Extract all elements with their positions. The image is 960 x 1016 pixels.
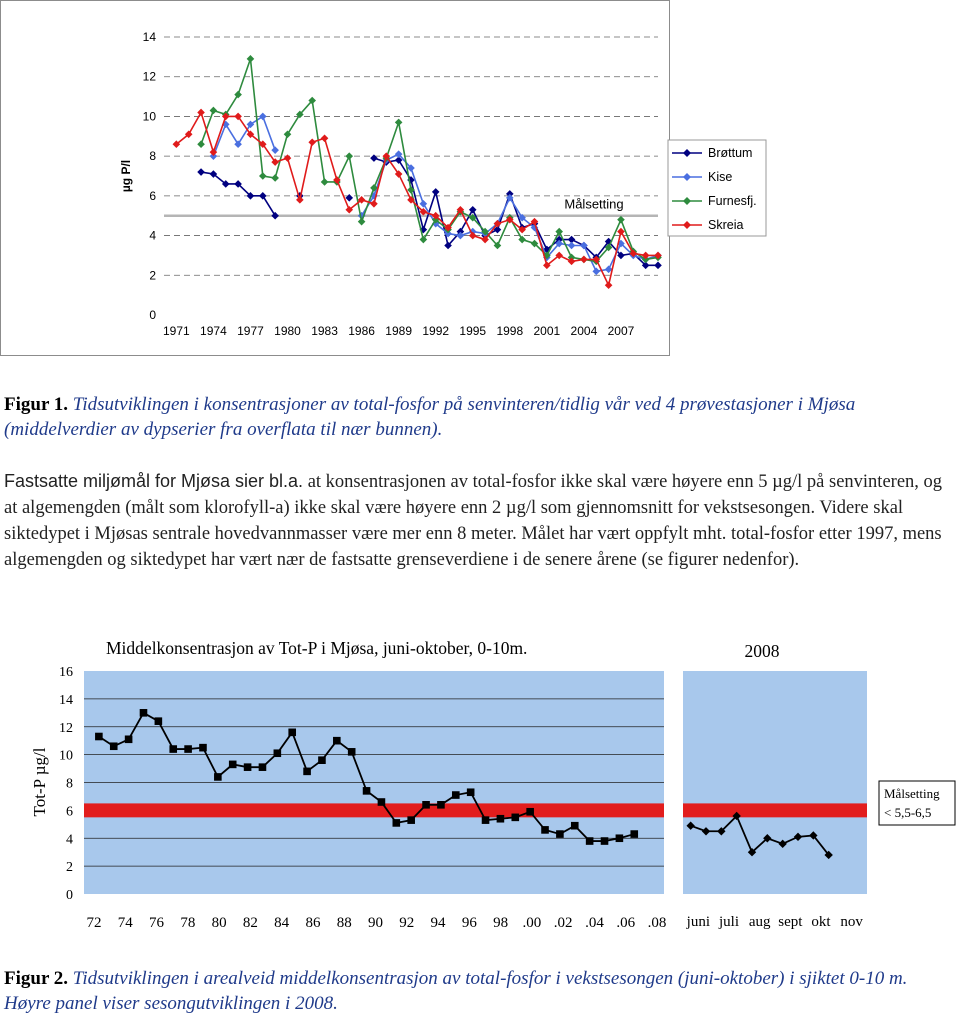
target-box — [879, 781, 955, 825]
data-point — [601, 837, 609, 845]
x-tick-label: .04 — [585, 915, 604, 931]
x-tick-label: 84 — [274, 915, 290, 931]
data-point — [616, 834, 624, 842]
data-point — [571, 822, 579, 830]
panel-title: 2008 — [744, 641, 780, 661]
target-box-line1: Målsetting — [884, 786, 940, 801]
figure1-caption-text: Tidsutviklingen i konsentrasjoner av total-fosfor på senvinteren/tidlig vår ved 4 prøvestasjoner i Mjøsa (middelverdier av dypserier fra overflata til nær bunnen). — [4, 394, 856, 440]
y-tick-label: 10 — [142, 109, 156, 124]
panel-x-label: okt — [811, 914, 831, 930]
data-point — [407, 816, 415, 824]
data-point — [586, 837, 594, 845]
x-tick-label: .06 — [616, 915, 636, 931]
data-point — [437, 801, 445, 809]
data-point — [422, 801, 430, 809]
data-point — [482, 816, 490, 824]
data-point — [630, 830, 638, 838]
x-tick-label: 2007 — [607, 324, 635, 338]
data-point — [229, 761, 237, 769]
data-point — [199, 744, 207, 752]
data-point — [140, 709, 148, 717]
panel-background — [683, 671, 867, 894]
panel-x-label: aug — [748, 914, 771, 930]
data-point — [541, 826, 549, 834]
data-point — [155, 717, 163, 725]
y-tick-label: 6 — [149, 188, 156, 203]
panel-target-band — [683, 803, 867, 817]
y-tick-label: 12 — [59, 720, 73, 736]
data-point — [288, 729, 296, 737]
figure2-caption-label: Figur 2. — [4, 968, 69, 989]
x-tick-label: 1971 — [162, 324, 190, 338]
y-tick-label: 4 — [149, 228, 156, 243]
x-tick-label: .02 — [553, 915, 573, 931]
y-tick-label: 8 — [149, 149, 156, 164]
data-point — [318, 756, 326, 764]
y-tick-label: 8 — [66, 776, 73, 792]
data-point — [467, 788, 475, 796]
data-point — [95, 733, 103, 741]
figure2-caption-text: Tidsutviklingen i arealveid middelkonsentrasjon av total-fosfor i vekstsesongen (juni-oktober) i sjiktet 0-10 m. Høyre panel viser sesongutviklingen i 2008. — [4, 968, 908, 1014]
data-point — [348, 748, 356, 756]
x-tick-label: 1989 — [385, 324, 413, 338]
panel-x-label: nov — [840, 914, 863, 930]
data-point — [169, 745, 177, 753]
x-tick-label: 1986 — [348, 324, 375, 338]
x-tick-label: 1995 — [459, 324, 487, 338]
x-tick-label: 2001 — [533, 324, 561, 338]
y-tick-label: 6 — [66, 804, 73, 820]
y-axis-label: µg P/l — [119, 159, 133, 193]
y-tick-label: 2 — [149, 268, 156, 283]
x-tick-label: 96 — [461, 915, 477, 931]
y-tick-label: 14 — [59, 692, 73, 708]
x-tick-label: 88 — [336, 915, 352, 931]
target-label: Målsetting — [564, 196, 624, 212]
target-box-line2: < 5,5-6,5 — [884, 805, 932, 820]
data-point — [110, 742, 118, 750]
x-tick-label: 1983 — [311, 324, 338, 338]
y-tick-label: 0 — [66, 888, 73, 903]
x-tick-label: 82 — [242, 915, 258, 931]
target-band — [84, 803, 664, 817]
x-tick-label: 1980 — [274, 324, 301, 338]
data-point — [259, 763, 267, 771]
data-point — [363, 787, 371, 795]
x-tick-label: 74 — [117, 915, 133, 931]
x-tick-label: .00 — [522, 915, 542, 931]
data-point — [125, 735, 133, 743]
legend-label: Furnesfj. — [708, 194, 757, 208]
y-tick-label: 0 — [149, 308, 156, 322]
panel-x-label: sept — [778, 914, 803, 930]
x-tick-label: 1998 — [496, 324, 524, 338]
data-point — [452, 791, 460, 799]
x-tick-label: 80 — [211, 915, 227, 931]
body-lead: Fastsatte miljømål for Mjøsa sier bl.a. — [4, 471, 304, 491]
x-tick-label: 1992 — [422, 324, 450, 338]
x-tick-label: 2004 — [570, 324, 598, 338]
data-point — [526, 808, 534, 816]
x-tick-label: 1974 — [200, 324, 227, 338]
legend-label: Skreia — [708, 218, 744, 232]
x-tick-label: 94 — [430, 915, 446, 931]
y-tick-label: 16 — [59, 665, 73, 680]
y-tick-label: 12 — [142, 69, 156, 84]
legend-label: Brøttum — [708, 146, 753, 160]
data-point — [274, 749, 282, 757]
x-tick-label: 1977 — [237, 324, 264, 338]
data-point — [333, 737, 341, 745]
panel-x-label: juni — [686, 914, 711, 930]
x-tick-label: 90 — [368, 915, 383, 931]
data-point — [214, 773, 222, 781]
y-tick-label: 10 — [59, 748, 73, 764]
x-tick-label: 98 — [493, 915, 509, 931]
figure2-caption — [4, 966, 954, 1016]
y-tick-label: 2 — [66, 860, 73, 876]
data-point — [497, 815, 505, 823]
figure1-caption-label: Figur 1. — [4, 394, 69, 415]
x-tick-label: 86 — [305, 915, 321, 931]
panel-x-label: juli — [718, 914, 740, 930]
y-axis-label: Tot-P µg/l — [30, 747, 49, 817]
x-tick-label: 78 — [180, 915, 196, 931]
data-point — [244, 763, 252, 771]
data-point — [556, 830, 564, 838]
body-text: at konsentrasjonen av total-fosfor ikke skal være høyere enn 5 µg/l på senvinteren, og at algemengden (målt som klorofyll-a) ikke skal være høyere enn 2 µg/l som gjennomsnitt for vekstsesongen. Videre skal siktedypet i Mjøsas sentrale hovedvannmasser være mer enn 8 meter. Målet har vært oppfylt mht. total-fosfor etter 1997, mens algemengden og siktedypet har vært nær de fastsatte grenseverdiene i de senere årene (se figurer nedenfor). — [4, 472, 943, 570]
data-point — [184, 745, 192, 753]
data-point — [393, 819, 401, 827]
x-tick-label: .08 — [647, 915, 667, 931]
data-point — [303, 768, 311, 776]
y-tick-label: 14 — [142, 30, 156, 44]
legend-label: Kise — [708, 170, 733, 184]
y-tick-label: 4 — [66, 832, 73, 848]
x-tick-label: 92 — [399, 915, 415, 931]
chart-title: Middelkonsentrasjon av Tot-P i Mjøsa, juni-oktober, 0-10m. — [106, 638, 528, 658]
x-tick-label: 72 — [86, 915, 102, 931]
x-tick-label: 76 — [149, 915, 165, 931]
data-point — [378, 798, 386, 806]
data-point — [511, 814, 519, 822]
